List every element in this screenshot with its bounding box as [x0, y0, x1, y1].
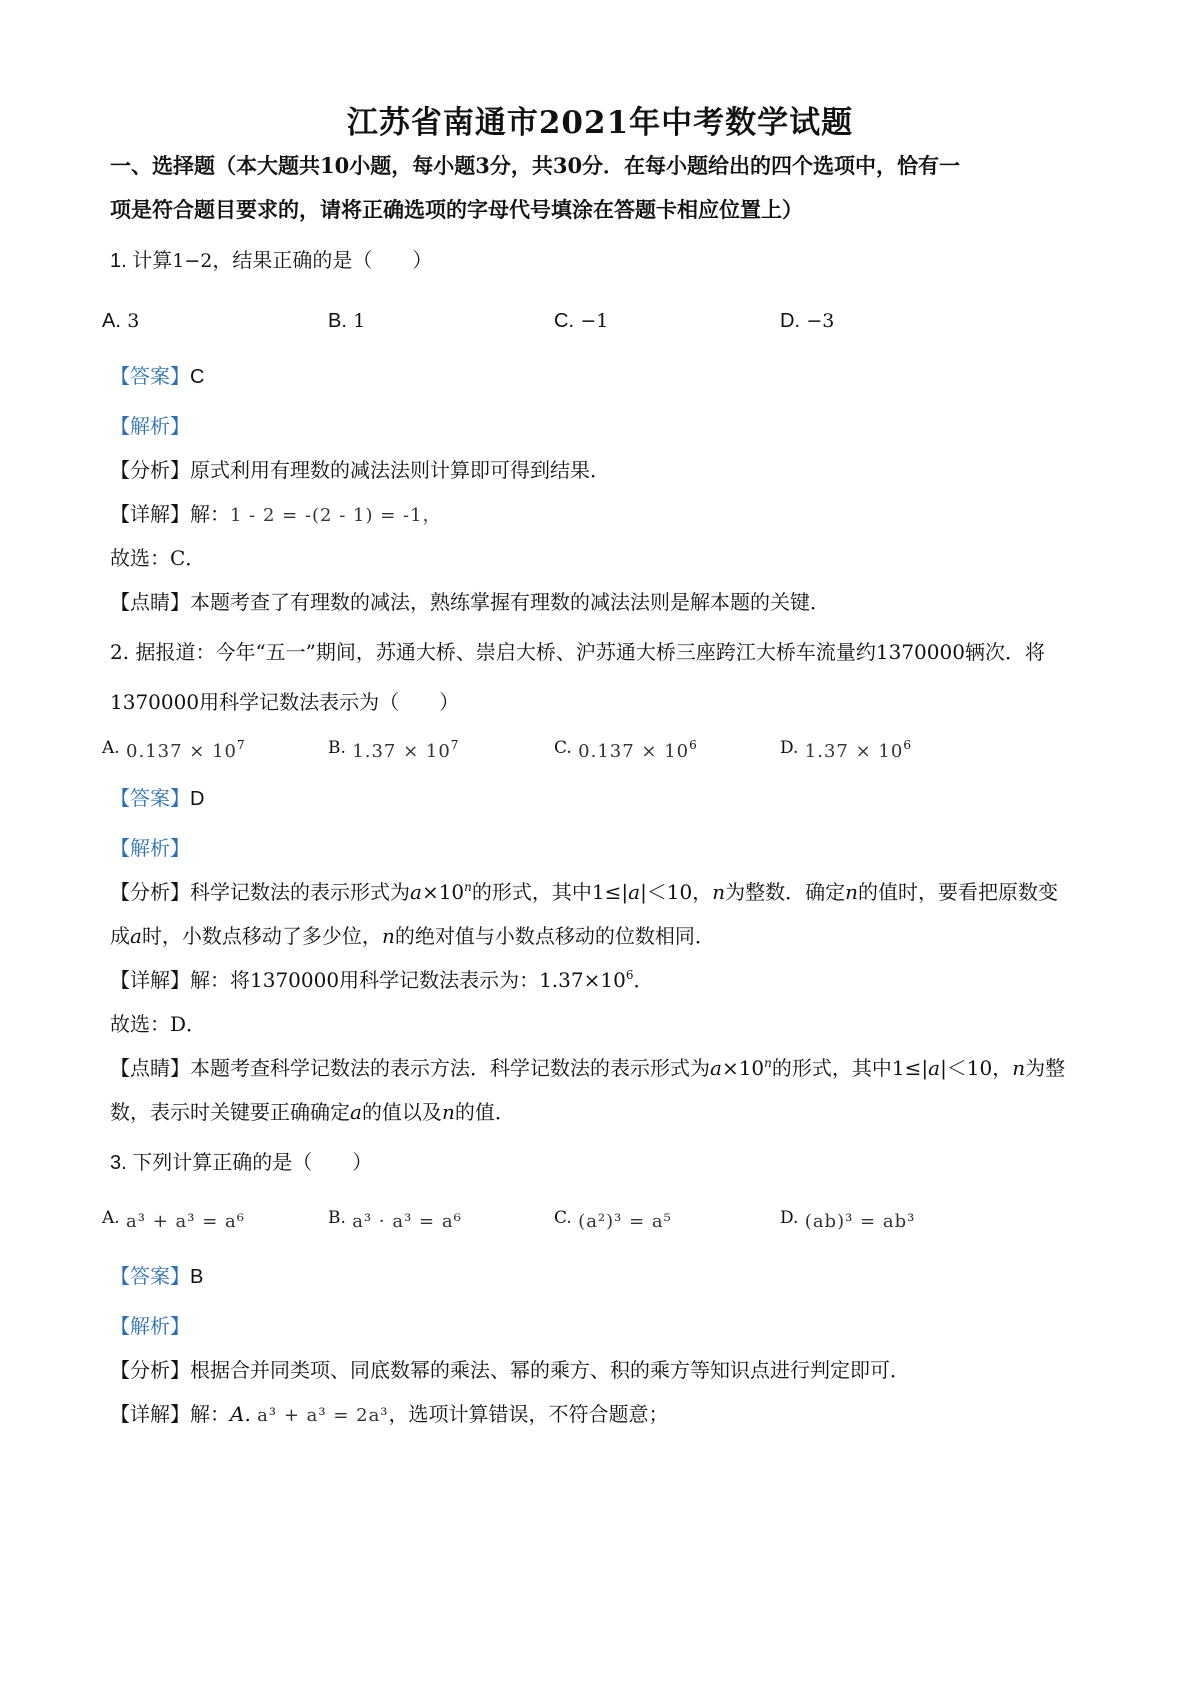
- q3-xiangjie: [110, 1400, 1100, 1430]
- q2-option-b-base: 1.37 × 10: [352, 741, 451, 762]
- section-heading-line-2: 项是符合题目要求的，请将正确选项的字母代号填涂在答题卡相应位置上）: [110, 197, 803, 222]
- q2-option-a-base: 0.137 × 10: [126, 741, 238, 762]
- q3-answer: [110, 1262, 1100, 1291]
- q1-option-c-label: C.: [554, 310, 574, 332]
- q2-answer: [110, 784, 1100, 813]
- q2-option-a-label: A.: [102, 738, 120, 758]
- q2-option-d-base: 1.37 × 10: [804, 741, 904, 762]
- q2-xiangjie-text: 【详解】解：将1370000用科学记数法表示为：1.37×10: [110, 968, 626, 992]
- q3-xiangjie-suffix: ，选项计算错误，不符合题意；: [388, 1402, 669, 1426]
- var-a: a: [628, 880, 641, 904]
- var-a: a: [928, 1056, 941, 1080]
- q2-answer-tag: 【答案】: [110, 786, 190, 810]
- q1-xiangjie-prefix: 【详解】解：: [110, 502, 230, 526]
- question-3-stem: [110, 1148, 1100, 1177]
- var-n: n: [764, 1056, 772, 1070]
- q1-answer-tag: 【答案】: [110, 364, 190, 388]
- q2-option-a-exp: 7: [237, 738, 245, 752]
- q3-fenxi: 【分析】根据合并同类项、同底数幂的乘法、幂的乘方、积的乘方等知识点进行判定即可．: [110, 1358, 910, 1382]
- question-2-stem-line-1: 2. 据报道：今年“五一”期间，苏通大桥、崇启大桥、沪苏通大桥三座跨江大桥车流量约1370000辆次．将: [110, 640, 1045, 664]
- var-n: n: [712, 880, 726, 904]
- q2-dianjing-text: 的形式，其中1≤|: [771, 1056, 929, 1080]
- q3-option-c-label: C.: [554, 1208, 572, 1228]
- section-heading-line-1: 一、选择题（本大题共10小题，每小题3分，共30分．在每小题给出的四个选项中，恰有一: [110, 153, 961, 178]
- q1-option-a-value: 3: [127, 310, 140, 332]
- var-n: n: [1012, 1056, 1026, 1080]
- q2-option-c-label: C.: [554, 738, 572, 758]
- q2-fenxi-text: 【分析】科学记数法的表示形式为: [110, 880, 410, 904]
- q2-answer-value: D: [190, 788, 205, 810]
- var-n: n: [464, 880, 472, 894]
- q1-fenxi: 【分析】原式利用有理数的减法法则计算即可得到结果．: [110, 458, 610, 482]
- q2-dianjing-text: 数，表示时关键要正确确定: [110, 1100, 350, 1124]
- page-title: 江苏省南通市2021年中考数学试题: [346, 105, 854, 141]
- q3-xiangjie-expr: a³ + a³ = 2a³: [257, 1405, 389, 1426]
- q3-analysis-tag: 【解析】: [110, 1314, 190, 1338]
- q2-option-c: [554, 734, 697, 766]
- q2-dianjing-text: |＜10，: [940, 1056, 1013, 1080]
- q2-option-b-label: B.: [328, 738, 346, 758]
- q3-xiangjie-label: A.: [230, 1402, 251, 1426]
- q1-option-b-label: B.: [328, 310, 347, 332]
- q1-xiangjie-expr: 1 - 2 = -(2 - 1) = -1，: [230, 505, 442, 526]
- var-a: a: [410, 880, 422, 904]
- q2-dianjing-text: 【点睛】本题考查科学记数法的表示方法．科学记数法的表示形式为: [110, 1056, 710, 1080]
- q2-fenxi-text: 时，小数点移动了多少位，: [141, 924, 382, 948]
- q1-dianjing: 【点睛】本题考查了有理数的减法，熟练掌握有理数的减法法则是解本题的关键．: [110, 590, 830, 614]
- q1-option-b: [328, 306, 365, 335]
- q3-option-d: [780, 1204, 915, 1236]
- q3-option-c-expr: (a²)³ = a⁵: [578, 1211, 672, 1232]
- q3-option-d-expr: (ab)³ = ab³: [804, 1211, 916, 1232]
- q1-option-d-value: −3: [806, 310, 835, 332]
- q2-option-c-exp: 6: [689, 738, 697, 752]
- q2-xiangjie-exp: 6: [625, 968, 634, 982]
- q2-dianjing-line-2: [110, 1098, 1100, 1126]
- times-ten: ×10: [721, 1056, 765, 1080]
- q2-fenxi-text: 的值时，要看把原数变: [858, 880, 1059, 904]
- var-n: n: [845, 880, 859, 904]
- q1-option-b-value: 1: [353, 310, 366, 332]
- q3-answer-value: B: [190, 1266, 204, 1288]
- q1-stem-prefix: 1. 计算: [110, 250, 173, 272]
- q2-option-d: [780, 734, 911, 766]
- q2-option-a: [102, 734, 245, 766]
- q2-fenxi-text: 的形式，其中1≤|: [471, 880, 629, 904]
- q3-xiangjie-prefix: 【详解】解：: [110, 1402, 230, 1426]
- q1-answer-value: C: [190, 366, 205, 388]
- q1-guxuan: 故选：C．: [110, 546, 206, 570]
- q2-fenxi-line-1: [110, 878, 1100, 906]
- q2-fenxi-text: 为整数．确定: [725, 880, 846, 904]
- q2-option-d-label: D.: [780, 738, 799, 758]
- q3-option-a-label: A.: [102, 1208, 120, 1228]
- q2-option-c-base: 0.137 × 10: [578, 741, 690, 762]
- question-1-stem: [110, 246, 1100, 275]
- q2-analysis-tag: 【解析】: [110, 836, 190, 860]
- q3-option-b-expr: a³ · a³ = a⁶: [352, 1211, 462, 1232]
- q2-xiangjie-end: ．: [633, 968, 654, 992]
- q3-option-a-expr: a³ + a³ = a⁶: [126, 1211, 245, 1232]
- var-a: a: [130, 924, 142, 948]
- q3-stem-text: 3. 下列计算正确的是（ ）: [110, 1152, 373, 1174]
- q2-fenxi-text: |＜10，: [640, 880, 713, 904]
- q1-answer: [110, 362, 1100, 391]
- q3-answer-tag: 【答案】: [110, 1264, 190, 1288]
- q2-fenxi-line-2: [110, 922, 1100, 950]
- question-2-stem-line-2: 1370000用科学记数法表示为（ ）: [110, 690, 460, 714]
- q1-option-c: [554, 306, 608, 335]
- q2-fenxi-text: 成: [110, 924, 130, 948]
- q1-option-c-value: −1: [580, 310, 609, 332]
- var-a: a: [350, 1100, 362, 1124]
- times-ten: ×10: [421, 880, 465, 904]
- q2-option-b-exp: 7: [450, 738, 459, 752]
- q3-option-b-label: B.: [328, 1208, 346, 1228]
- q1-option-a-label: A.: [102, 310, 121, 332]
- q2-option-b: [328, 734, 458, 766]
- var-a: a: [710, 1056, 722, 1080]
- q1-option-d: [780, 306, 834, 335]
- q3-option-c: [554, 1204, 672, 1236]
- q2-guxuan: 故选：D．: [110, 1012, 207, 1036]
- q3-option-a: [102, 1204, 245, 1236]
- var-n: n: [381, 924, 395, 948]
- q2-dianjing-text: 的值．: [454, 1100, 515, 1124]
- var-n: n: [441, 1100, 455, 1124]
- q2-option-d-exp: 6: [903, 738, 911, 752]
- q2-dianjing-text: 为整: [1025, 1056, 1066, 1080]
- q1-stem-expr: 1−2: [172, 250, 213, 272]
- q3-option-d-label: D.: [780, 1208, 799, 1228]
- q1-analysis-tag: 【解析】: [110, 414, 190, 438]
- q2-fenxi-text: 的绝对值与小数点移动的位数相同．: [394, 924, 715, 948]
- q3-option-b: [328, 1204, 462, 1236]
- q2-dianjing-text: 的值以及: [361, 1100, 442, 1124]
- q1-option-d-label: D.: [780, 310, 800, 332]
- q1-stem-suffix: ，结果正确的是（ ）: [212, 248, 433, 272]
- q2-xiangjie: [110, 966, 1100, 994]
- q1-xiangjie: [110, 500, 1100, 530]
- q1-option-a: [102, 306, 139, 335]
- q2-dianjing-line-1: [110, 1054, 1100, 1082]
